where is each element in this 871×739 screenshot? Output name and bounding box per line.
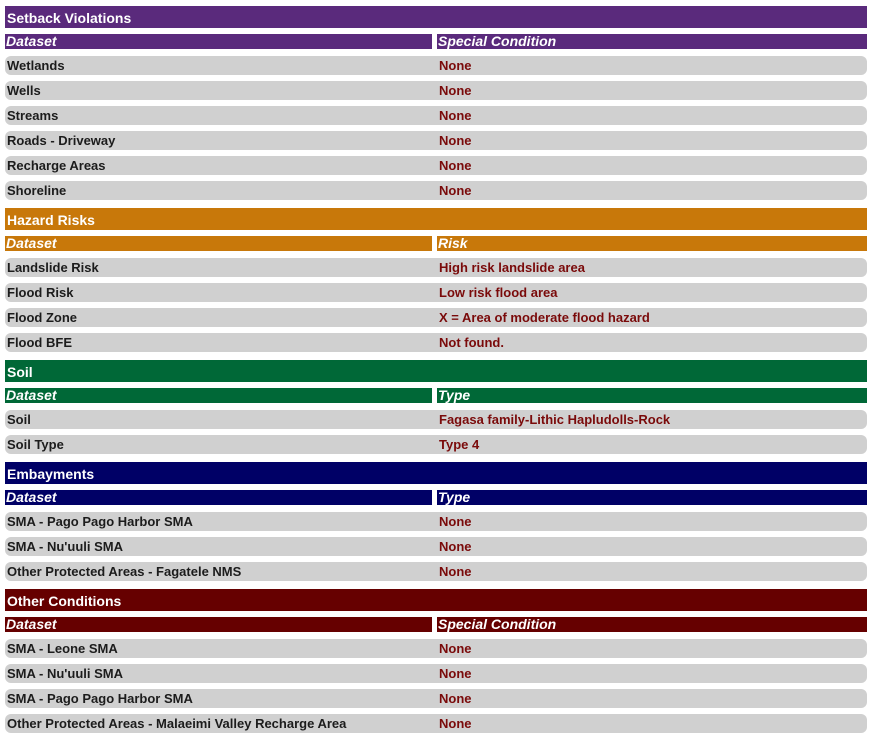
dataset-cell: SMA - Pago Pago Harbor SMA [7,691,193,706]
dataset-cell: Shoreline [7,183,67,198]
value-cell: High risk landslide area [439,260,585,275]
value-cell: None [439,514,472,529]
table-row [5,537,867,556]
value-cell: Not found. [439,335,504,350]
table-row [5,333,867,352]
dataset-cell: Streams [7,108,59,123]
dataset-cell: SMA - Nu'uuli SMA [7,666,123,681]
dataset-cell: Soil [7,412,31,427]
value-cell: None [439,666,472,681]
dataset-cell: SMA - Nu'uuli SMA [7,539,123,554]
section-title-embayments: Embayments [5,462,867,484]
section-title-setback-violations: Setback Violations [5,6,867,28]
column-header-type: Type [437,388,867,403]
value-cell: None [439,641,472,656]
column-header-risk: Risk [437,236,867,251]
dataset-cell: Wells [7,83,41,98]
table-row [5,639,867,658]
value-cell: None [439,716,472,731]
dataset-cell: Other Protected Areas - Malaeimi Valley Recharge Area [7,716,347,731]
dataset-cell: SMA - Leone SMA [7,641,118,656]
table-row [5,308,867,327]
dataset-cell: Soil Type [7,437,64,452]
section-title-other-conditions: Other Conditions [5,589,867,611]
column-header-dataset: Dataset [5,388,432,403]
table-row [5,435,867,454]
dataset-cell: Flood Risk [7,285,74,300]
column-header-dataset: Dataset [5,490,432,505]
value-cell: None [439,158,472,173]
dataset-cell: Recharge Areas [7,158,106,173]
value-cell: None [439,83,472,98]
value-cell: None [439,58,472,73]
table-row [5,562,867,581]
dataset-cell: Roads - Driveway [7,133,116,148]
table-row [5,181,867,200]
column-header-dataset: Dataset [5,236,432,251]
section-title-hazard-risks: Hazard Risks [5,208,867,230]
table-row [5,664,867,683]
value-cell: Low risk flood area [439,285,558,300]
dataset-cell: Flood Zone [7,310,78,325]
value-cell: None [439,108,472,123]
column-header-type: Type [437,490,867,505]
dataset-cell: Wetlands [7,58,65,73]
column-header-special-condition: Special Condition [437,34,867,49]
table-row [5,156,867,175]
value-cell: X = Area of moderate flood hazard [439,310,650,325]
table-row [5,106,867,125]
table-row [5,81,867,100]
dataset-cell: Other Protected Areas - Fagatele NMS [7,564,242,579]
table-row [5,56,867,75]
table-row [5,689,867,708]
column-header-dataset: Dataset [5,34,432,49]
value-cell: None [439,183,472,198]
dataset-cell: Flood BFE [7,335,72,350]
table-row [5,714,867,733]
column-header-special-condition: Special Condition [437,617,867,632]
table-row [5,512,867,531]
column-header-dataset: Dataset [5,617,432,632]
value-cell: None [439,691,472,706]
value-cell: Type 4 [439,437,480,452]
value-cell: None [439,564,472,579]
table-row [5,283,867,302]
section-title-soil: Soil [5,360,867,382]
table-row [5,258,867,277]
table-row [5,410,867,429]
value-cell: Fagasa family-Lithic Hapludolls-Rock [439,412,671,427]
dataset-cell: Landslide Risk [7,260,99,275]
table-row [5,131,867,150]
value-cell: None [439,539,472,554]
value-cell: None [439,133,472,148]
dataset-cell: SMA - Pago Pago Harbor SMA [7,514,193,529]
